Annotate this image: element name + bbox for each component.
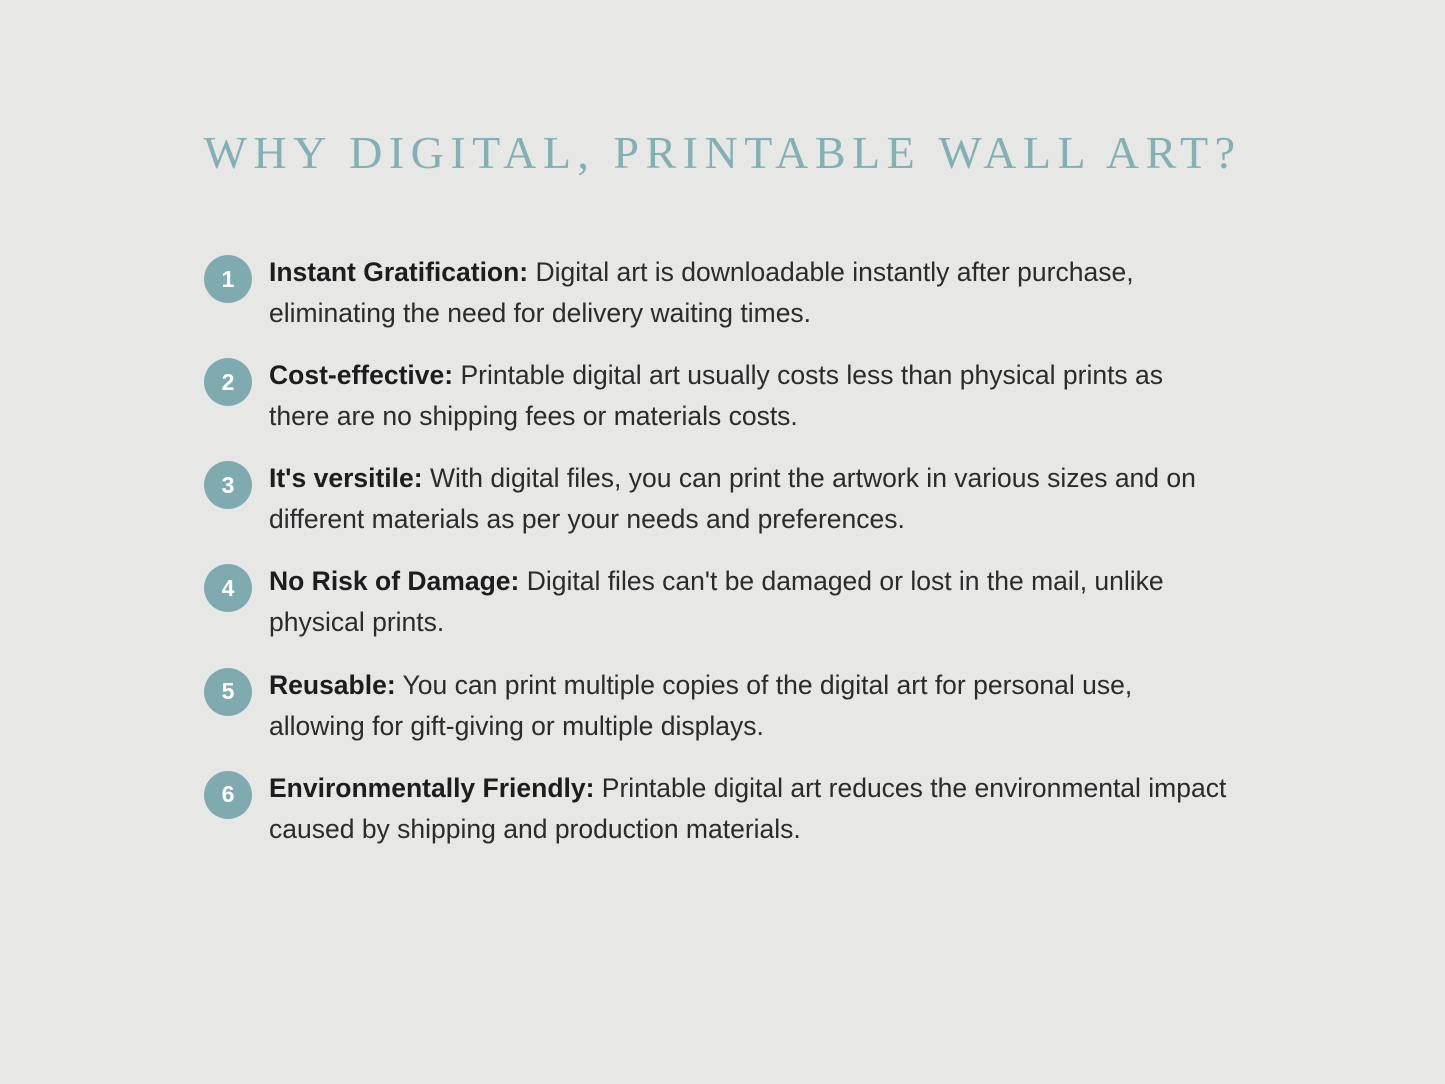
list-item-lead: Environmentally Friendly: [269,772,595,803]
list-item-body: Printable digital art usually costs less than physical prints as there are no shipping fees or materials costs. [269,360,1164,432]
list-item [204,248,1264,334]
list-item-text [269,454,1229,540]
list-number-badge: 3 [204,461,252,509]
list-item [204,351,1264,437]
list-item [204,454,1264,540]
list-item-body: Digital files can't be damaged or lost in the mail, unlike physical prints. [269,566,1164,638]
list-number-badge: 6 [204,771,252,819]
list-item-text [269,351,1229,437]
list-item-lead: No Risk of Damage: [269,566,520,597]
list-item-text [269,248,1229,334]
list-number-badge: 5 [204,668,252,716]
list-item-lead: It's versitile: [269,463,423,494]
list-item [204,764,1264,850]
list-item-lead: Reusable: [269,669,396,700]
list-item-body: With digital files, you can print the artwork in various sizes and on different materials as per your needs and preferences. [269,463,1196,535]
list-number-badge: 1 [204,255,252,303]
list-item-body: You can print multiple copies of the digital art for personal use, allowing for gift-giving or multiple displays. [269,669,1133,741]
list-item-text [269,764,1229,850]
list-item-body: Digital art is downloadable instantly after purchase, eliminating the need for delivery waiting times. [269,257,1134,329]
list-item [204,661,1264,747]
list-item-lead: Instant Gratification: [269,257,529,287]
list-number-badge: 2 [204,358,252,406]
list-item-body: Printable digital art reduces the environmental impact caused by shipping and production materials. [269,772,1227,844]
list-item-lead: Cost-effective: [269,360,454,391]
list-number-badge: 4 [204,564,252,612]
list-item [204,557,1264,643]
list-item-text [269,557,1229,643]
list-item-text [269,661,1229,747]
page-title: WHY DIGITAL, PRINTABLE WALL ART? [203,127,1242,178]
benefits-list [204,248,1264,867]
